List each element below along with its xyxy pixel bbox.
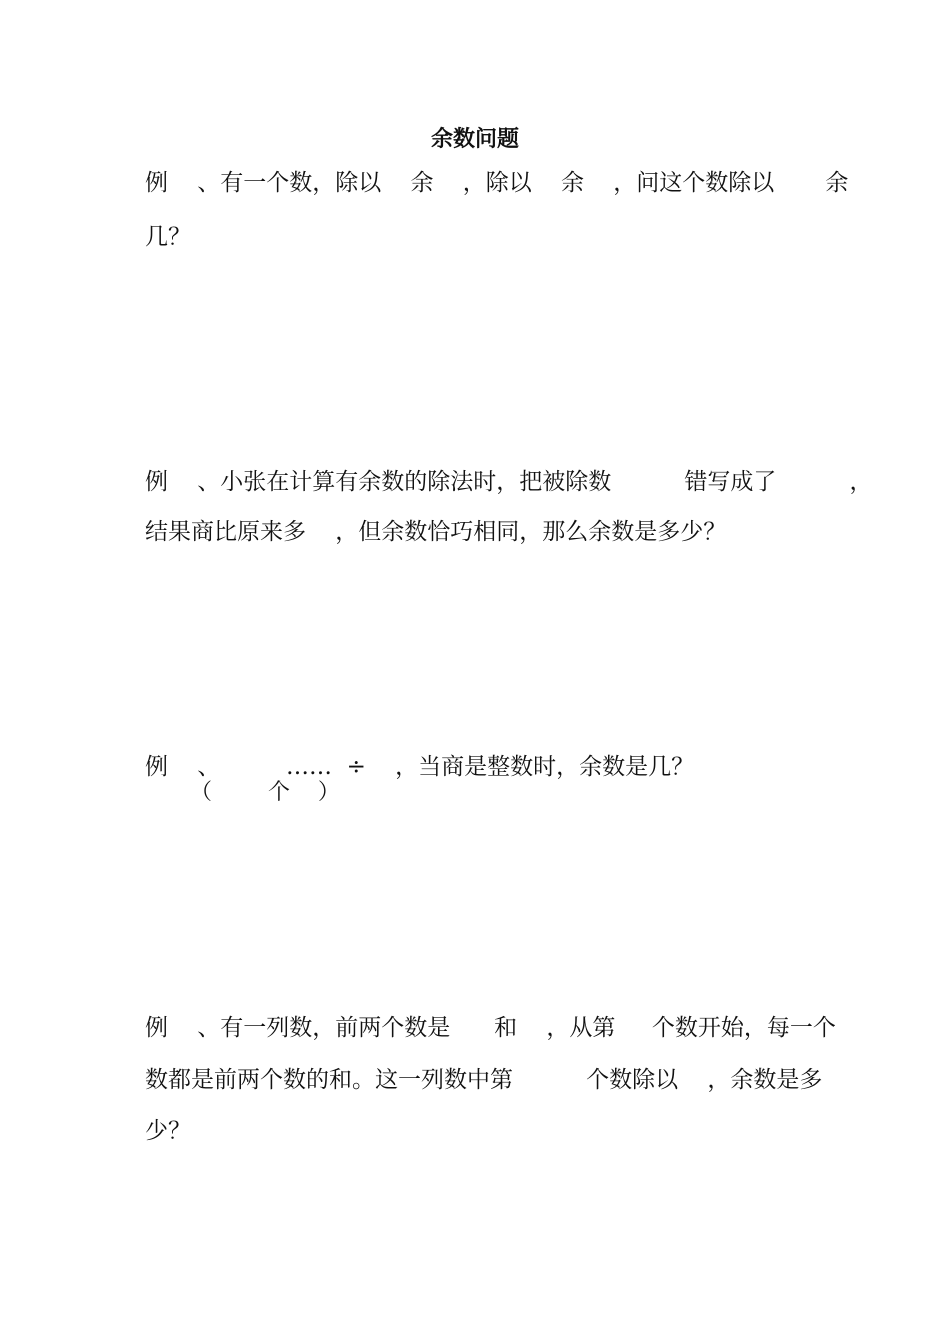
problem-4-line-1: 例 、有一列数，前两个数是 和 ，从第 个数开始，每一个: [145, 1015, 836, 1041]
page-title: 余数问题: [430, 127, 519, 152]
problem-2-line-2: 结果商比原来多 ，但余数恰巧相同，那么余数是多少？: [145, 519, 727, 545]
problem-1-line-1: 例 、有一个数，除以 余 ，除以 余 ，问这个数除以 余: [145, 170, 849, 196]
problem-2-line-1: 例 、小张在计算有余数的除法时，把被除数 错写成了 ，: [145, 469, 873, 495]
problem-4-line-3: 少？: [145, 1118, 191, 1144]
problem-4-line-2: 数都是前两个数的和。这一列数中第 个数除以 ，余数是多: [145, 1067, 823, 1093]
problem-3-subscript: （ 个 ）: [190, 780, 340, 805]
problem-3-line-1: 例 、 …… ÷ ，当商是整数时，余数是几？: [145, 754, 695, 780]
problem-1-line-2: 几？: [145, 224, 191, 250]
